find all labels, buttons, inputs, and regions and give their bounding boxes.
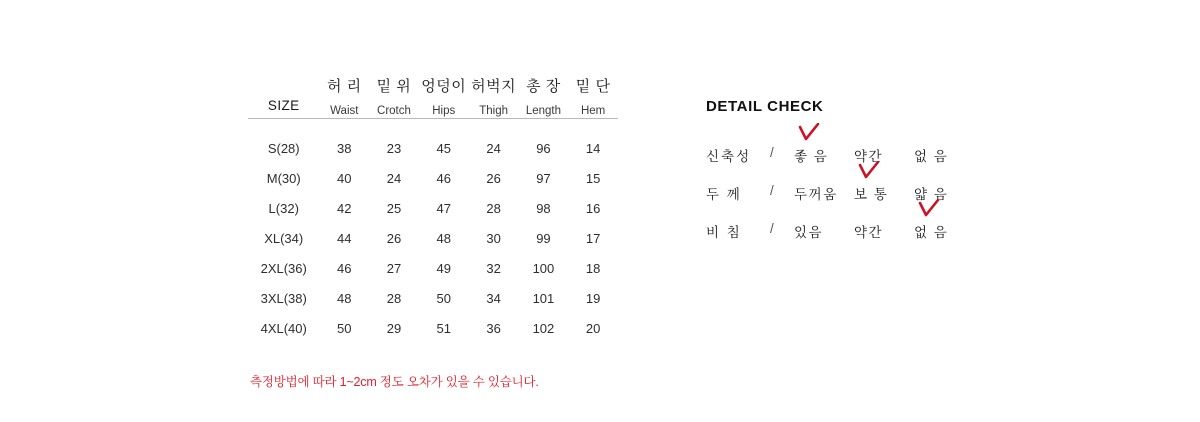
cell-length: 97: [536, 170, 551, 186]
column-header-waist-en: Waist: [330, 104, 359, 117]
cell-hips: 48: [436, 230, 451, 246]
detail-option-1: 있음: [794, 225, 824, 240]
detail-option-1: 좋 음: [794, 149, 829, 164]
size-chart: [248, 78, 618, 343]
detail-check-row-stretch: [706, 145, 1006, 183]
cell-thigh: 36: [486, 320, 501, 336]
cell-crotch: 27: [386, 260, 402, 276]
cell-waist: 38: [337, 140, 352, 156]
cell-thigh: 34: [486, 290, 501, 306]
cell-length: 102: [532, 320, 555, 336]
cell-hem: 19: [585, 290, 601, 306]
column-header-hips: [419, 78, 469, 119]
table-row: [248, 119, 618, 164]
cell-waist: 46: [337, 260, 352, 276]
column-header-crotch-en: Crotch: [377, 104, 411, 117]
cell-thigh: 30: [486, 230, 501, 246]
detail-option-1: 두꺼움: [794, 187, 838, 202]
detail-option-3: 없 음: [914, 225, 949, 240]
detail-option-2: 약간: [854, 225, 884, 240]
column-header-waist-ko: 허 리: [326, 78, 362, 95]
detail-row-separator: /: [770, 183, 774, 198]
cell-hem: 15: [585, 170, 601, 186]
column-header-hips-ko: 엉덩이: [421, 78, 467, 95]
row-size-label: 4XL(40): [260, 320, 307, 336]
detail-row-label: 신축성: [706, 149, 752, 164]
detail-row-label: 비 침: [706, 225, 742, 240]
column-header-waist: [319, 78, 369, 119]
cell-hem: 18: [585, 260, 601, 276]
cell-crotch: 29: [386, 320, 402, 336]
detail-check-panel: [706, 98, 1006, 259]
cell-crotch: 24: [386, 170, 402, 186]
detail-option-3: 얇 음: [914, 187, 949, 202]
cell-waist: 50: [337, 320, 352, 336]
cell-hips: 45: [436, 140, 451, 156]
size-chart-table: [248, 78, 618, 343]
check-mark-icon: [798, 123, 820, 143]
row-size-label: XL(34): [264, 230, 304, 246]
column-header-length: [519, 78, 569, 119]
detail-check-row-transparency: [706, 221, 1006, 259]
measurement-note: 측정방법에 따라 1~2cm 정도 오차가 있을 수 있습니다.: [250, 375, 539, 389]
column-header-hem-ko: 밑 단: [575, 78, 611, 95]
cell-waist: 48: [337, 290, 352, 306]
cell-hem: 16: [585, 200, 601, 216]
detail-option-2: 보 통: [854, 187, 889, 202]
cell-waist: 40: [337, 170, 352, 186]
column-header-crotch-ko: 밑 위: [376, 78, 412, 95]
detail-option-3: 없 음: [914, 149, 949, 164]
table-row: [248, 283, 618, 313]
column-header-thigh-en: Thigh: [479, 104, 509, 117]
detail-row-separator: /: [770, 221, 774, 236]
detail-row-separator: /: [770, 145, 774, 160]
row-size-label: S(28): [267, 140, 300, 156]
cell-crotch: 28: [386, 290, 402, 306]
column-header-thigh-ko: 허벅지: [471, 78, 517, 95]
column-header-thigh: [469, 78, 519, 119]
cell-waist: 44: [337, 230, 352, 246]
cell-hips: 50: [436, 290, 451, 306]
cell-hips: 47: [436, 200, 451, 216]
row-size-label: 2XL(36): [260, 260, 307, 276]
cell-waist: 42: [337, 200, 352, 216]
row-size-label: M(30): [266, 170, 301, 186]
table-row: [248, 223, 618, 253]
cell-crotch: 26: [386, 230, 402, 246]
cell-length: 98: [536, 200, 551, 216]
table-header-row: [248, 78, 618, 119]
cell-crotch: 25: [386, 200, 402, 216]
cell-length: 101: [532, 290, 555, 306]
column-header-length-ko: 총 장: [526, 78, 561, 95]
cell-hem: 20: [585, 320, 601, 336]
row-size-label: L(32): [268, 200, 299, 216]
cell-thigh: 26: [486, 170, 501, 186]
column-header-hem: [568, 78, 618, 119]
table-row: [248, 163, 618, 193]
row-size-label: 3XL(38): [260, 290, 307, 306]
cell-hips: 51: [436, 320, 451, 336]
table-row: [248, 313, 618, 343]
column-header-length-en: Length: [525, 104, 562, 117]
column-header-size: SIZE: [248, 78, 319, 119]
detail-check-row-thickness: [706, 183, 1006, 221]
cell-thigh: 28: [486, 200, 501, 216]
cell-thigh: 24: [486, 140, 501, 156]
cell-hips: 46: [436, 170, 451, 186]
table-row: [248, 193, 618, 223]
column-header-hips-en: Hips: [432, 104, 456, 117]
cell-thigh: 32: [486, 260, 501, 276]
cell-length: 96: [536, 140, 551, 156]
cell-hem: 17: [585, 230, 601, 246]
detail-row-label: 두 께: [706, 187, 742, 202]
column-header-hem-en: Hem: [580, 104, 606, 117]
table-row: [248, 253, 618, 283]
detail-option-2: 약간: [854, 149, 884, 164]
column-header-crotch: [369, 78, 419, 119]
cell-hem: 14: [585, 140, 601, 156]
detail-check-title: DETAIL CHECK: [706, 98, 824, 115]
cell-hips: 49: [436, 260, 451, 276]
cell-length: 99: [536, 230, 551, 246]
cell-crotch: 23: [386, 140, 402, 156]
cell-length: 100: [532, 260, 555, 276]
